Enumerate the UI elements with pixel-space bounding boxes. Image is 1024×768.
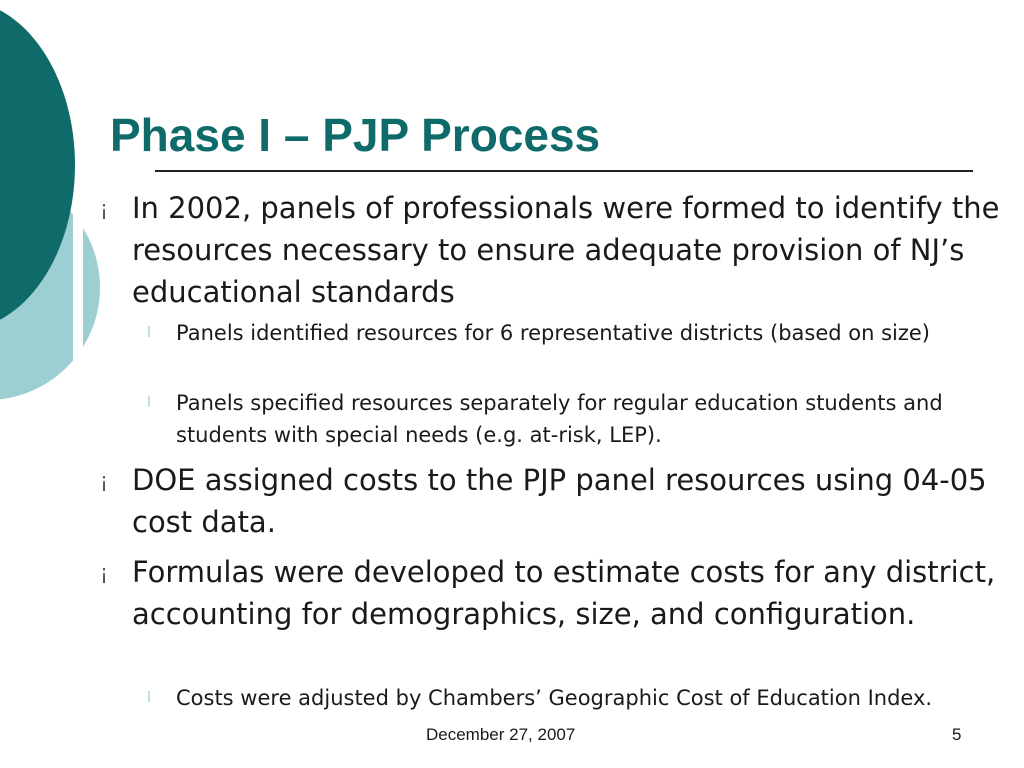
decorative-gap — [73, 0, 83, 400]
bullet-1 — [99, 187, 1012, 313]
subbullet-1-2 — [147, 387, 1011, 451]
bullet-2-text: DOE assigned costs to the PJP panel resources using 04-05 cost data. — [132, 463, 987, 539]
subbullet-1-2-text: Panels specified resources separately for regular education students and students with special needs (e.g. at-risk, LEP). — [176, 391, 943, 447]
bullet-dot-icon: l — [147, 395, 151, 411]
title-underline — [155, 170, 973, 172]
bullet-ring-icon: ¡ — [99, 196, 109, 220]
footer-date: December 27, 2007 — [426, 725, 576, 744]
bullet-dot-icon: l — [147, 325, 151, 341]
bullet-3 — [99, 551, 1012, 635]
subbullet-3-1-text: Costs were adjusted by Chambers’ Geographic Cost of Education Index. — [176, 686, 933, 710]
bullet-ring-icon: ¡ — [99, 560, 109, 584]
bullet-2 — [99, 459, 1012, 543]
bullet-1-text: In 2002, panels of professionals were formed to identify the resources necessary to ensure adequate provision of NJ’s educational standards — [132, 191, 1000, 309]
bullet-ring-icon: ¡ — [99, 468, 109, 492]
subbullet-1-1-text: Panels identified resources for 6 representative districts (based on size) — [176, 321, 931, 345]
subbullet-1-1 — [147, 317, 1011, 349]
bullet-dot-icon: l — [147, 690, 151, 706]
subbullet-3-1 — [147, 682, 966, 714]
bullet-3-text: Formulas were developed to estimate costs for any district, accounting for demographics, size, and configuration. — [132, 555, 996, 631]
slide-number: 5 — [952, 725, 962, 744]
slide-title: Phase I – PJP Process — [110, 109, 601, 161]
